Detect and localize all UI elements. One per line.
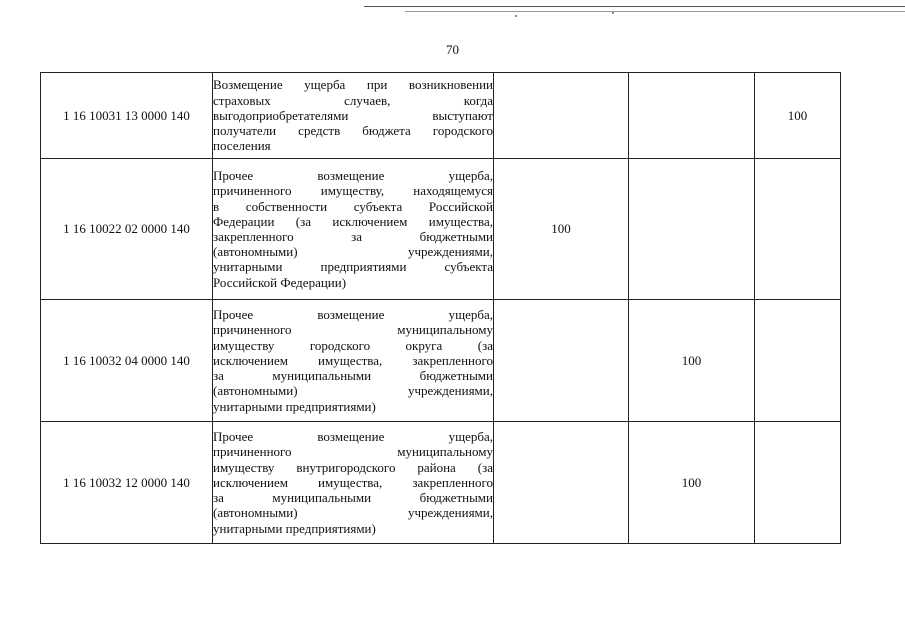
scan-artifact-line: [364, 6, 905, 7]
description-line: в собственности субъекта Российской: [213, 198, 493, 214]
scan-artifact-line: [405, 11, 905, 12]
description-line: унитарными предприятиями): [213, 398, 376, 414]
description-line: за муниципальными бюджетными: [213, 368, 493, 384]
description-line: причиненного муниципальному: [213, 322, 493, 338]
table-row: [41, 73, 841, 159]
description-cell: [213, 300, 494, 422]
description-line: Прочее возмещение ущерба,: [213, 168, 493, 184]
description-line: получатели средств бюджета городского: [213, 123, 493, 139]
value-cell-col4: 100: [629, 300, 755, 422]
description-line: Возмещение ущерба при возникновении: [213, 77, 493, 93]
value-cell-col5: [755, 300, 841, 422]
description-cell: [213, 422, 494, 544]
description-line: за муниципальными бюджетными: [213, 490, 493, 506]
description-line: (автономными) учреждениями,: [213, 505, 493, 521]
description-line: имуществу городского округа (за: [213, 337, 493, 353]
description-line: (автономными) учреждениями,: [213, 244, 493, 260]
value-cell-col4: [629, 73, 755, 159]
value-cell-col4: [629, 159, 755, 300]
description-cell: [213, 159, 494, 300]
description-line: поселения: [213, 138, 271, 154]
description-line: Федерации (за исключением имущества,: [213, 213, 493, 229]
value-cell-col4: 100: [629, 422, 755, 544]
description-line: исключением имущества, закрепленного: [213, 474, 493, 490]
description-line: причиненного имуществу, находящемуся: [213, 183, 493, 199]
value-cell-col5: [755, 422, 841, 544]
value-cell-col3: 100: [494, 159, 629, 300]
description-line: страховых случаев, когда: [213, 92, 493, 108]
description-line: выгодоприобретателями выступают: [213, 107, 493, 123]
table-row: [41, 159, 841, 300]
budget-code-cell: 1 16 10031 13 0000 140: [41, 73, 213, 159]
value-cell-col5: [755, 159, 841, 300]
description-line: (автономными) учреждениями,: [213, 383, 493, 399]
description-line: Прочее возмещение ущерба,: [213, 429, 493, 445]
budget-code-cell: 1 16 10032 04 0000 140: [41, 300, 213, 422]
scan-speck: [612, 12, 614, 14]
description-line: Российской Федерации): [213, 274, 347, 290]
table-body: [41, 73, 841, 544]
value-cell-col3: [494, 300, 629, 422]
description-line: имуществу внутригородского района (за: [213, 459, 493, 475]
description-line: Прочее возмещение ущерба,: [213, 307, 493, 323]
value-cell-col3: [494, 422, 629, 544]
table-row: [41, 300, 841, 422]
budget-code-cell: 1 16 10032 12 0000 140: [41, 422, 213, 544]
description-line: причиненного муниципальному: [213, 444, 493, 460]
value-cell-col3: [494, 73, 629, 159]
description-line: унитарными предприятиями): [213, 520, 376, 536]
budget-code-cell: 1 16 10022 02 0000 140: [41, 159, 213, 300]
scan-speck: [515, 15, 517, 17]
budget-codes-table: [40, 72, 841, 544]
description-cell: [213, 73, 494, 159]
page-number: 70: [446, 42, 459, 57]
description-line: унитарными предприятиями субъекта: [213, 259, 493, 275]
description-line: закрепленного за бюджетными: [213, 229, 493, 244]
description-line: исключением имущества, закрепленного: [213, 352, 493, 368]
table-row: [41, 422, 841, 544]
value-cell-col5: 100: [755, 73, 841, 159]
